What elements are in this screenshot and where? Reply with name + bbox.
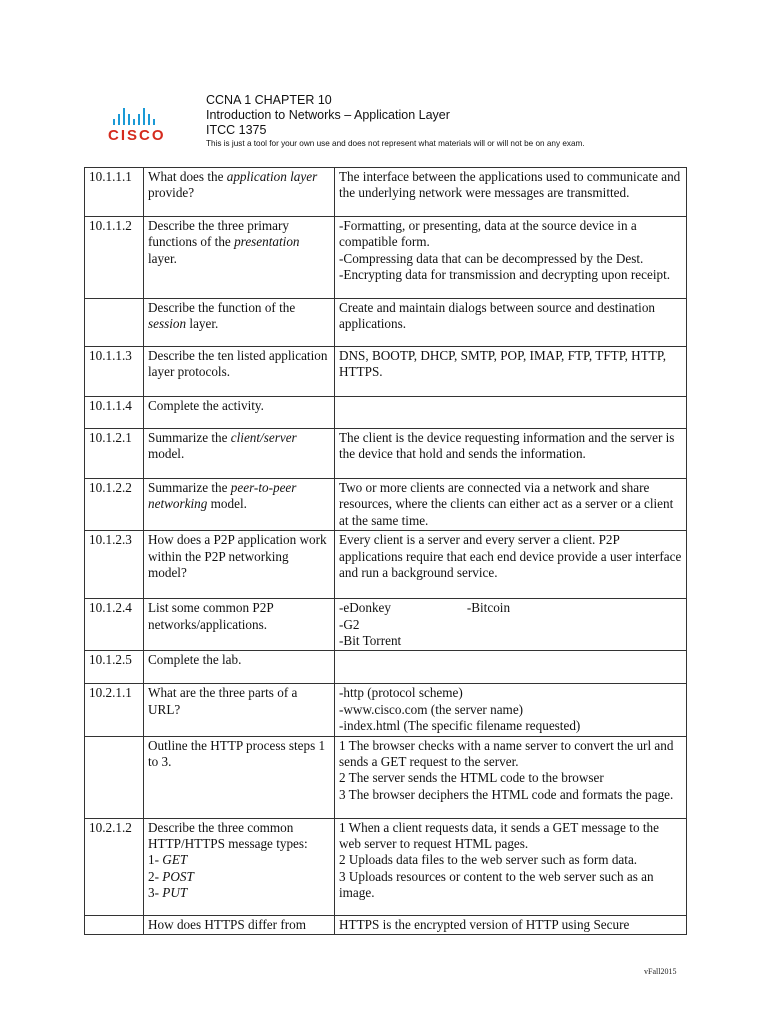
logo-bar [148, 114, 150, 125]
answer-line: Two or more clients are connected via a network and share resources, where the clients can either act as a server or a client at the same time. [339, 480, 674, 528]
question-cell [144, 347, 335, 397]
table-row [85, 736, 687, 818]
answer-cell [335, 347, 687, 397]
section-number: 10.1.1.4 [85, 397, 144, 429]
answer-cell [335, 736, 687, 818]
answer-cell [335, 429, 687, 479]
answer-cell [335, 651, 687, 684]
question-cell [144, 915, 335, 934]
logo-bar [128, 114, 130, 125]
answer-cell [335, 168, 687, 217]
question-text: Complete the activity. [148, 398, 264, 413]
answer-line: The interface between the applications used to communicate and the underlying network were messages are transmitted. [339, 169, 681, 201]
disclaimer-note: This is just a tool for your own use and does not represent what materials will or will not be on any exam. [206, 139, 585, 148]
question-text: What are the three parts of a URL? [148, 685, 298, 717]
question-text: presentation [234, 234, 300, 250]
question-text: What does the [148, 169, 227, 184]
question-cell [144, 168, 335, 217]
table-row [85, 168, 687, 217]
answer-cell [335, 299, 687, 347]
section-number [85, 736, 144, 818]
question-cell [144, 479, 335, 531]
table-row [85, 299, 687, 347]
question-cell [144, 736, 335, 818]
question-cell [144, 397, 335, 429]
answer-cell [335, 818, 687, 915]
answer-cell [335, 915, 687, 934]
section-number: 10.1.1.1 [85, 168, 144, 217]
question-text: application layer [226, 169, 318, 184]
answer-cell [335, 531, 687, 599]
question-text: POST [162, 868, 194, 884]
logo-bar [143, 108, 145, 125]
question-cell [144, 684, 335, 736]
question-text: How does HTTPS differ from [148, 916, 306, 932]
study-guide-table [84, 167, 687, 935]
answer-line: 3 The browser deciphers the HTML code and formats the page. [339, 786, 674, 802]
table-row [85, 915, 687, 934]
answer-line: -http (protocol scheme) [339, 685, 463, 701]
answer-cell [335, 397, 687, 429]
answer-cell [335, 684, 687, 736]
section-number: 10.1.1.2 [85, 217, 144, 299]
question-text: peer-to-peer networking [148, 480, 297, 512]
logo-bar [153, 119, 155, 125]
answer-line: Create and maintain dialogs between source and destination applications. [339, 300, 656, 332]
question-cell [144, 299, 335, 347]
cisco-logo-bars [113, 108, 174, 125]
logo-bar [133, 119, 135, 125]
question-text: 2- [148, 868, 163, 884]
answer-line: -Formatting, or presenting, data at the source device in a compatible form. [339, 218, 637, 250]
answer-line: -Encrypting data for transmission and decrypting upon receipt. [339, 267, 671, 283]
question-text: layer. [148, 250, 177, 266]
cisco-logo [108, 108, 174, 148]
question-cell [144, 599, 335, 651]
table-row [85, 347, 687, 397]
answer-line: DNS, BOOTP, DHCP, SMTP, POP, IMAP, FTP, TFTP, HTTP, HTTPS. [339, 348, 666, 380]
answer-cell [335, 217, 687, 299]
answer-line: -www.cisco.com (the server name) [339, 701, 524, 717]
answer-line: -eDonkey -Bitcoin [339, 600, 511, 616]
question-cell [144, 217, 335, 299]
answer-line: -Compressing data that can be decompressed by the Dest. [339, 250, 644, 266]
question-text: Describe the ten listed application layer protocols. [148, 348, 328, 380]
question-text: client/server [230, 430, 297, 445]
section-number: 10.1.1.3 [85, 347, 144, 397]
question-text: provide? [148, 185, 195, 201]
question-text: GET [162, 852, 188, 868]
question-text: Describe the function of the [148, 300, 296, 315]
answer-cell [335, 479, 687, 531]
chapter-title: CCNA 1 CHAPTER 10 [206, 93, 332, 107]
logo-bar [123, 108, 125, 125]
answer-line: -G2 [339, 616, 360, 632]
logo-bar [138, 114, 140, 125]
question-cell [144, 818, 335, 915]
answer-line: Every client is a server and every server a client. P2P applications require that each end device provide a user interface and run a background service. [339, 532, 682, 581]
logo-bar [118, 114, 120, 125]
question-text: Summarize the [148, 480, 231, 495]
table-row [85, 397, 687, 429]
answer-line: 2 The server sends the HTML code to the browser [339, 770, 604, 786]
question-text: Summarize the [148, 430, 231, 445]
answer-line: The client is the device requesting information and the server is the device that hold and sends the information. [339, 430, 675, 462]
table-row [85, 651, 687, 684]
section-number: 10.2.1.1 [85, 684, 144, 736]
logo-bar [113, 119, 115, 125]
answer-line: HTTPS is the encrypted version of HTTP using Secure [339, 916, 630, 932]
answer-line: -index.html (The specific filename requested) [339, 718, 581, 734]
question-text: session [148, 316, 187, 332]
question-text: How does a P2P application work within the P2P networking model? [148, 532, 327, 581]
question-cell [144, 429, 335, 479]
table-row [85, 818, 687, 915]
question-text: 3- [148, 885, 163, 901]
question-text: model. [207, 496, 247, 512]
section-number: 10.1.2.1 [85, 429, 144, 479]
answer-line: 2 Uploads data files to the web server such as form data. [339, 852, 638, 868]
answer-line: -Bit Torrent [339, 633, 402, 649]
version-footer: vFall2015 [644, 967, 677, 976]
question-text: Describe the three primary functions of the [148, 218, 289, 250]
section-number [85, 915, 144, 934]
answer-line: 1 The browser checks with a name server to convert the url and sends a GET request to the server. [339, 737, 674, 770]
section-number: 10.2.1.2 [85, 818, 144, 915]
question-text: List some common P2P networks/applications. [148, 600, 274, 632]
answer-line: 3 Uploads resources or content to the web server such as an image. [339, 868, 654, 901]
answer-line: 1 When a client requests data, it sends a GET message to the web server to request HTML pages. [339, 819, 659, 852]
question-cell [144, 651, 335, 684]
section-number: 10.1.2.2 [85, 479, 144, 531]
section-number: 10.1.2.4 [85, 599, 144, 651]
section-number: 10.1.2.3 [85, 531, 144, 599]
course-code: ITCC 1375 [206, 123, 267, 137]
question-text: PUT [162, 885, 188, 901]
section-number [85, 299, 144, 347]
answer-cell [335, 599, 687, 651]
table-row [85, 217, 687, 299]
question-text: model. [148, 446, 185, 462]
question-text: Describe the three common HTTP/HTTPS message types: [148, 819, 308, 852]
question-text: layer. [186, 316, 219, 332]
table-row [85, 684, 687, 736]
question-text: Outline the HTTP process steps 1 to 3. [148, 737, 326, 770]
course-subtitle: Introduction to Networks – Application Layer [206, 108, 450, 122]
question-cell [144, 531, 335, 599]
table-row [85, 531, 687, 599]
question-text: 1- [148, 852, 163, 868]
table-row [85, 599, 687, 651]
document-header [206, 93, 585, 149]
table-row [85, 429, 687, 479]
question-text: Complete the lab. [148, 652, 242, 668]
section-number: 10.1.2.5 [85, 651, 144, 684]
table-row [85, 479, 687, 531]
cisco-logo-word: CISCO [108, 127, 166, 144]
